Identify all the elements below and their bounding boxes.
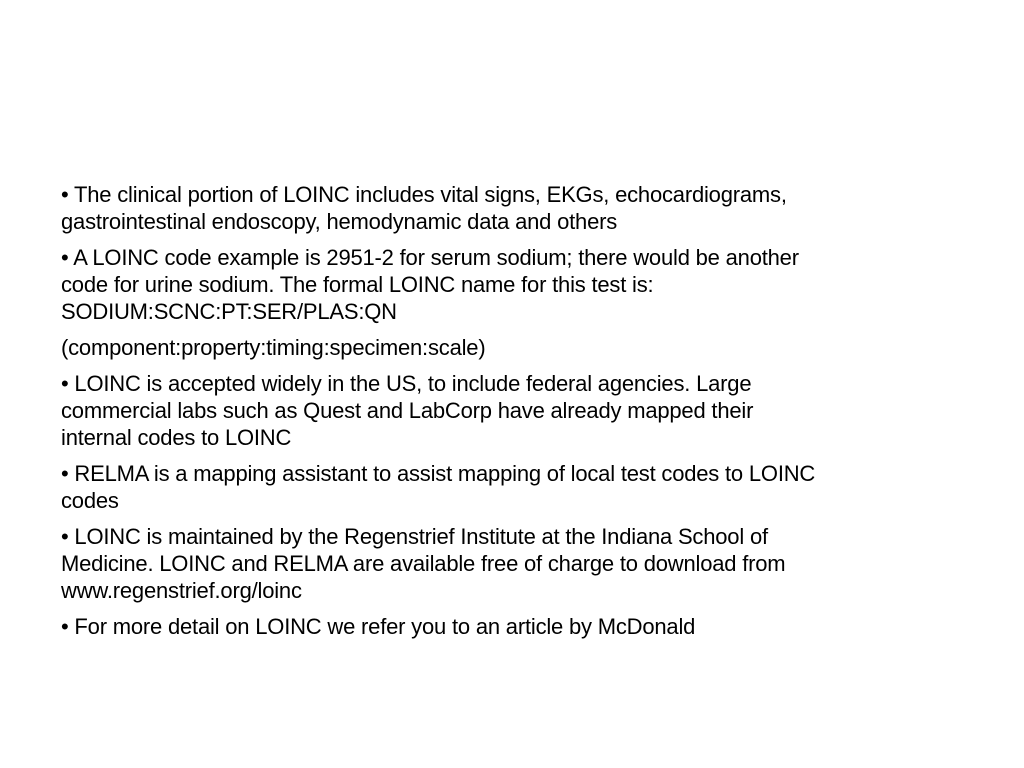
bullet-maintenance: • LOINC is maintained by the Regenstrief Institute at the Indiana School of Medicine. LOINC and RELMA are available free of charge to download from www.regenstrief.org/loinc: [61, 524, 786, 603]
name-structure-note: (component:property:timing:specimen:scale): [61, 335, 486, 360]
bullet-code-example: • A LOINC code example is 2951-2 for serum sodium; there would be another code for urine sodium. The formal LOINC name for this test is: SODIUM:SCNC:PT:SER/PLAS:QN: [61, 245, 799, 324]
bullet-relma: • RELMA is a mapping assistant to assist mapping of local test codes to LOINC codes: [61, 461, 816, 513]
bullet-clinical-portion: • The clinical portion of LOINC includes vital signs, EKGs, echocardiograms, gastrointestinal endoscopy, hemodynamic data and others: [61, 182, 787, 234]
bullet-more-detail: • For more detail on LOINC we refer you to an article by McDonald: [61, 614, 696, 639]
bullet-acceptance: • LOINC is accepted widely in the US, to include federal agencies. Large commercial labs such as Quest and LabCorp have already mapped their internal codes to LOINC: [61, 371, 754, 450]
slide-body: [61, 181, 971, 649]
